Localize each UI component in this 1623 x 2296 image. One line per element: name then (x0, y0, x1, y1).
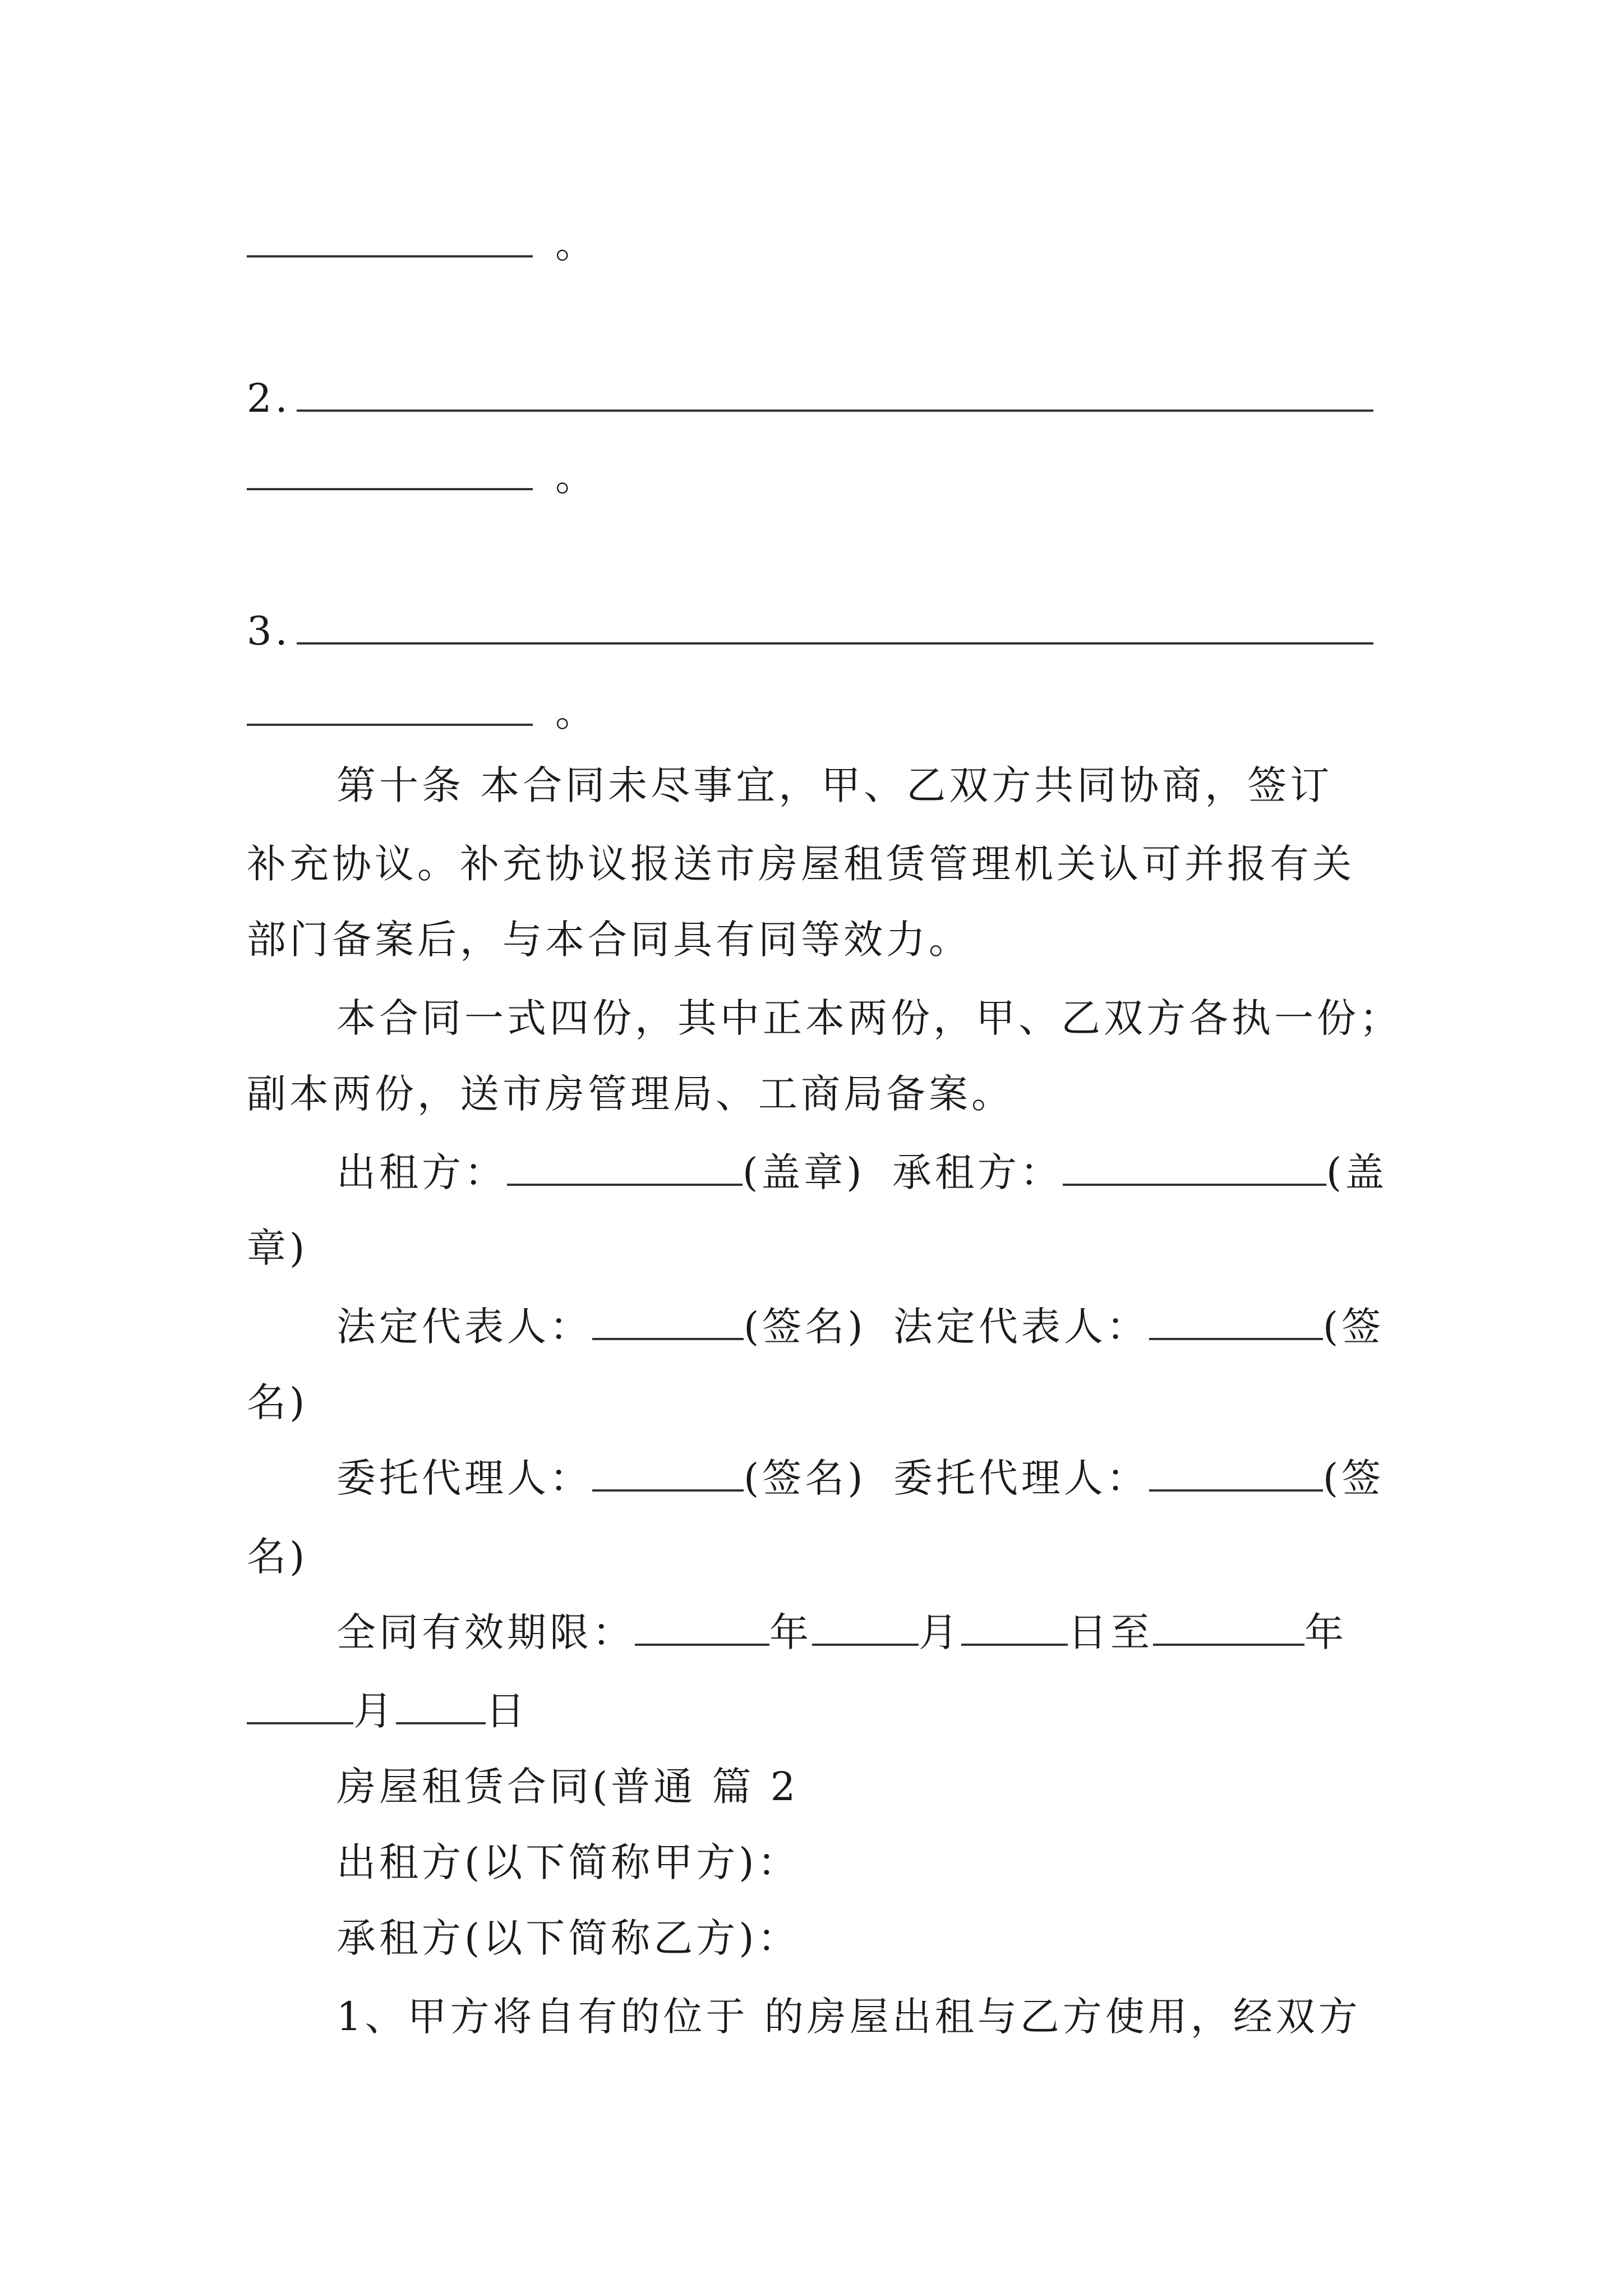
agent-line (336, 1453, 1384, 1503)
legal-rep-label: 法定代表人： (336, 1304, 592, 1350)
article-10-line-2: 补充协议。补充协议报送市房屋租赁管理机关认可并报有关 (247, 841, 1355, 887)
fill-line-1 (247, 219, 598, 269)
month-field[interactable] (247, 1687, 353, 1724)
seal-note-continuation: 章) (247, 1225, 308, 1271)
sign-note: (签 (1322, 1455, 1385, 1501)
day-to-label: 日至 (1068, 1609, 1153, 1655)
day-label: 日 (486, 1688, 528, 1734)
year-label: 年 (1304, 1609, 1347, 1655)
party-b-line: 承租方(以下简称乙方)： (336, 1915, 800, 1961)
item-2-number: 2. (247, 375, 291, 421)
month-label: 月 (353, 1688, 396, 1734)
year-field[interactable] (635, 1609, 769, 1646)
period: 。 (555, 454, 598, 500)
seal-note: (盖章) (743, 1149, 865, 1195)
legal-rep-line (336, 1301, 1384, 1352)
seal-note: (盖 (1326, 1149, 1388, 1195)
agent-field[interactable] (1149, 1455, 1323, 1492)
month-label: 月 (919, 1609, 961, 1655)
day-field[interactable] (961, 1609, 1068, 1646)
period: 。 (555, 221, 598, 267)
sign-note-continuation: 名) (247, 1534, 308, 1580)
validity-continuation (247, 1686, 528, 1736)
blank-field[interactable] (247, 689, 533, 726)
legal-rep-field[interactable] (592, 1303, 744, 1340)
legal-rep-label: 法定代表人： (893, 1304, 1149, 1350)
legal-rep-field[interactable] (1149, 1303, 1323, 1340)
clause-1-line: 1、甲方将自有的位于 的房屋出租与乙方使用，经双方 (336, 1994, 1361, 2040)
item-3-line (247, 606, 1373, 656)
blank-field[interactable] (297, 608, 1373, 645)
blank-field[interactable] (247, 453, 533, 490)
month-field[interactable] (812, 1609, 919, 1646)
sign-note: (签 (1322, 1304, 1385, 1350)
blank-field[interactable] (247, 220, 533, 257)
item-2-line (247, 373, 1373, 424)
article-10-line-3: 部门备案后，与本合同具有同等效力。 (247, 917, 971, 963)
contract-2-title: 房屋租赁合同(普通 篇 2 (336, 1764, 799, 1810)
sign-note: (签名) (744, 1455, 866, 1501)
blank-field[interactable] (297, 375, 1373, 412)
year-label: 年 (769, 1609, 812, 1655)
copies-line-2: 副本两份，送市房管理局、工商局备案。 (247, 1071, 1014, 1117)
party-a-line: 出租方(以下简称甲方)： (336, 1839, 800, 1885)
validity-line (336, 1607, 1347, 1658)
item-3-number: 3. (247, 608, 291, 654)
sign-note-continuation: 名) (247, 1379, 308, 1425)
agent-label: 委托代理人： (336, 1455, 592, 1501)
validity-label: 全同有效期限： (336, 1609, 635, 1655)
copies-line-1: 本合同一式四份，其中正本两份，甲、乙双方各执一份； (336, 995, 1402, 1041)
lessee-label: 承租方： (892, 1149, 1063, 1195)
year-field[interactable] (1153, 1609, 1304, 1646)
lessee-field[interactable] (1063, 1149, 1326, 1186)
lessor-lessee-line (336, 1147, 1387, 1198)
agent-label: 委托代理人： (893, 1455, 1149, 1501)
item-3-continuation (247, 687, 598, 738)
sign-note: (签名) (744, 1304, 866, 1350)
item-2-continuation (247, 452, 598, 502)
lessor-field[interactable] (507, 1149, 743, 1186)
lessor-label: 出租方： (336, 1149, 507, 1195)
day-field[interactable] (396, 1687, 486, 1724)
agent-field[interactable] (592, 1455, 744, 1492)
period: 。 (555, 689, 598, 735)
article-10-line-1: 第十条 本合同未尽事宜，甲、乙双方共同协商，签订 (336, 762, 1333, 808)
